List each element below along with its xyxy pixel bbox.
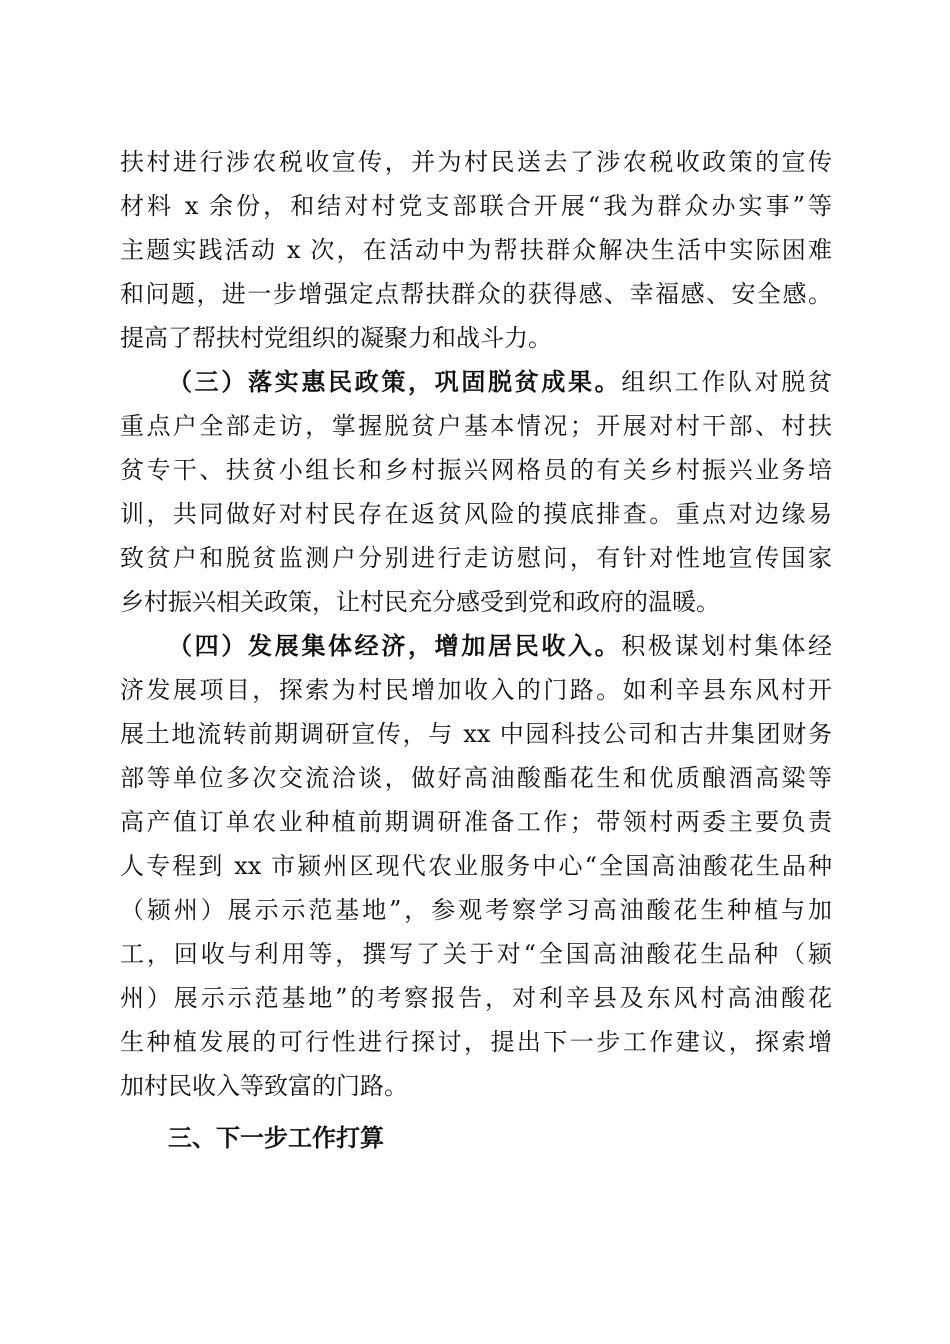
text-line: 高产值订单农业种植前期调研准备工作；带领村两委主要负责 bbox=[120, 808, 832, 836]
text-line: 州）展示示范基地”的考察报告，对利辛县及东风村高油酸花 bbox=[120, 984, 832, 1012]
text-line: 部等单位多次交流洽谈，做好高油酸酯花生和优质酿酒高粱等 bbox=[120, 764, 832, 792]
section-heading-4: （四）发展集体经济，增加居民收入。 bbox=[168, 631, 622, 660]
section-first-line bbox=[120, 360, 832, 404]
text-line: 致贫户和脱贫监测户分别进行走访慰问，有针对性地宣传国家 bbox=[120, 544, 832, 572]
text-line: 重点户全部走访，掌握脱贫户基本情况；开展对村干部、村扶 bbox=[120, 412, 832, 440]
text-line: 扶村进行涉农税收宣传，并为村民送去了涉农税收政策的宣传 bbox=[120, 148, 832, 176]
text-line: 材料 x 余份，和结对村党支部联合开展“我为群众办实事”等 bbox=[120, 192, 832, 220]
text-line: 人专程到 xx 市颍州区现代农业服务中心“全国高油酸花生品种 bbox=[120, 852, 832, 880]
text-line: 提高了帮扶村党组织的凝聚力和战斗力。 bbox=[120, 324, 552, 352]
text-line: 训，共同做好对村民存在返贫风险的摸底排查。重点对边缘易 bbox=[120, 500, 832, 528]
text-line: 济发展项目，探索为村民增加收入的门路。如利辛县东风村开 bbox=[120, 676, 832, 704]
section-lead-text: 组织工作队对脱贫 bbox=[621, 368, 833, 396]
paragraph-continued bbox=[120, 140, 832, 360]
text-line: 和问题，进一步增强定点帮扶群众的获得感、幸福感、安全感。 bbox=[120, 280, 832, 308]
text-line: （颍州）展示示范基地”，参观考察学习高油酸花生种植与加 bbox=[120, 896, 832, 924]
text-line: 展土地流转前期调研宣传，与 xx 中园科技公司和古井集团财务 bbox=[120, 720, 832, 748]
section-lead-text: 积极谋划村集体经 bbox=[621, 632, 833, 660]
paragraph-section-3 bbox=[120, 360, 832, 624]
paragraph-section-4 bbox=[120, 624, 832, 1108]
text-line: 工，回收与利用等，撰写了关于对“全国高油酸花生品种（颍 bbox=[120, 940, 832, 968]
text-line: 主题实践活动 x 次，在活动中为帮扶群众解决生活中实际困难 bbox=[120, 236, 832, 264]
text-line: 生种植发展的可行性进行探讨，提出下一步工作建议，探索增 bbox=[120, 1028, 832, 1056]
text-line: 加村民收入等致富的门路。 bbox=[120, 1072, 408, 1100]
section-first-line bbox=[120, 624, 832, 668]
document-body bbox=[120, 140, 832, 1168]
text-line: 贫专干、扶贫小组长和乡村振兴网格员的有关乡村振兴业务培 bbox=[120, 456, 832, 484]
text-line: 乡村振兴相关政策，让村民充分感受到党和政府的温暖。 bbox=[120, 588, 720, 616]
section-heading-3: （三）落实惠民政策，巩固脱贫成果。 bbox=[168, 367, 622, 396]
chapter-heading: 三、下一步工作打算 bbox=[168, 1124, 384, 1152]
